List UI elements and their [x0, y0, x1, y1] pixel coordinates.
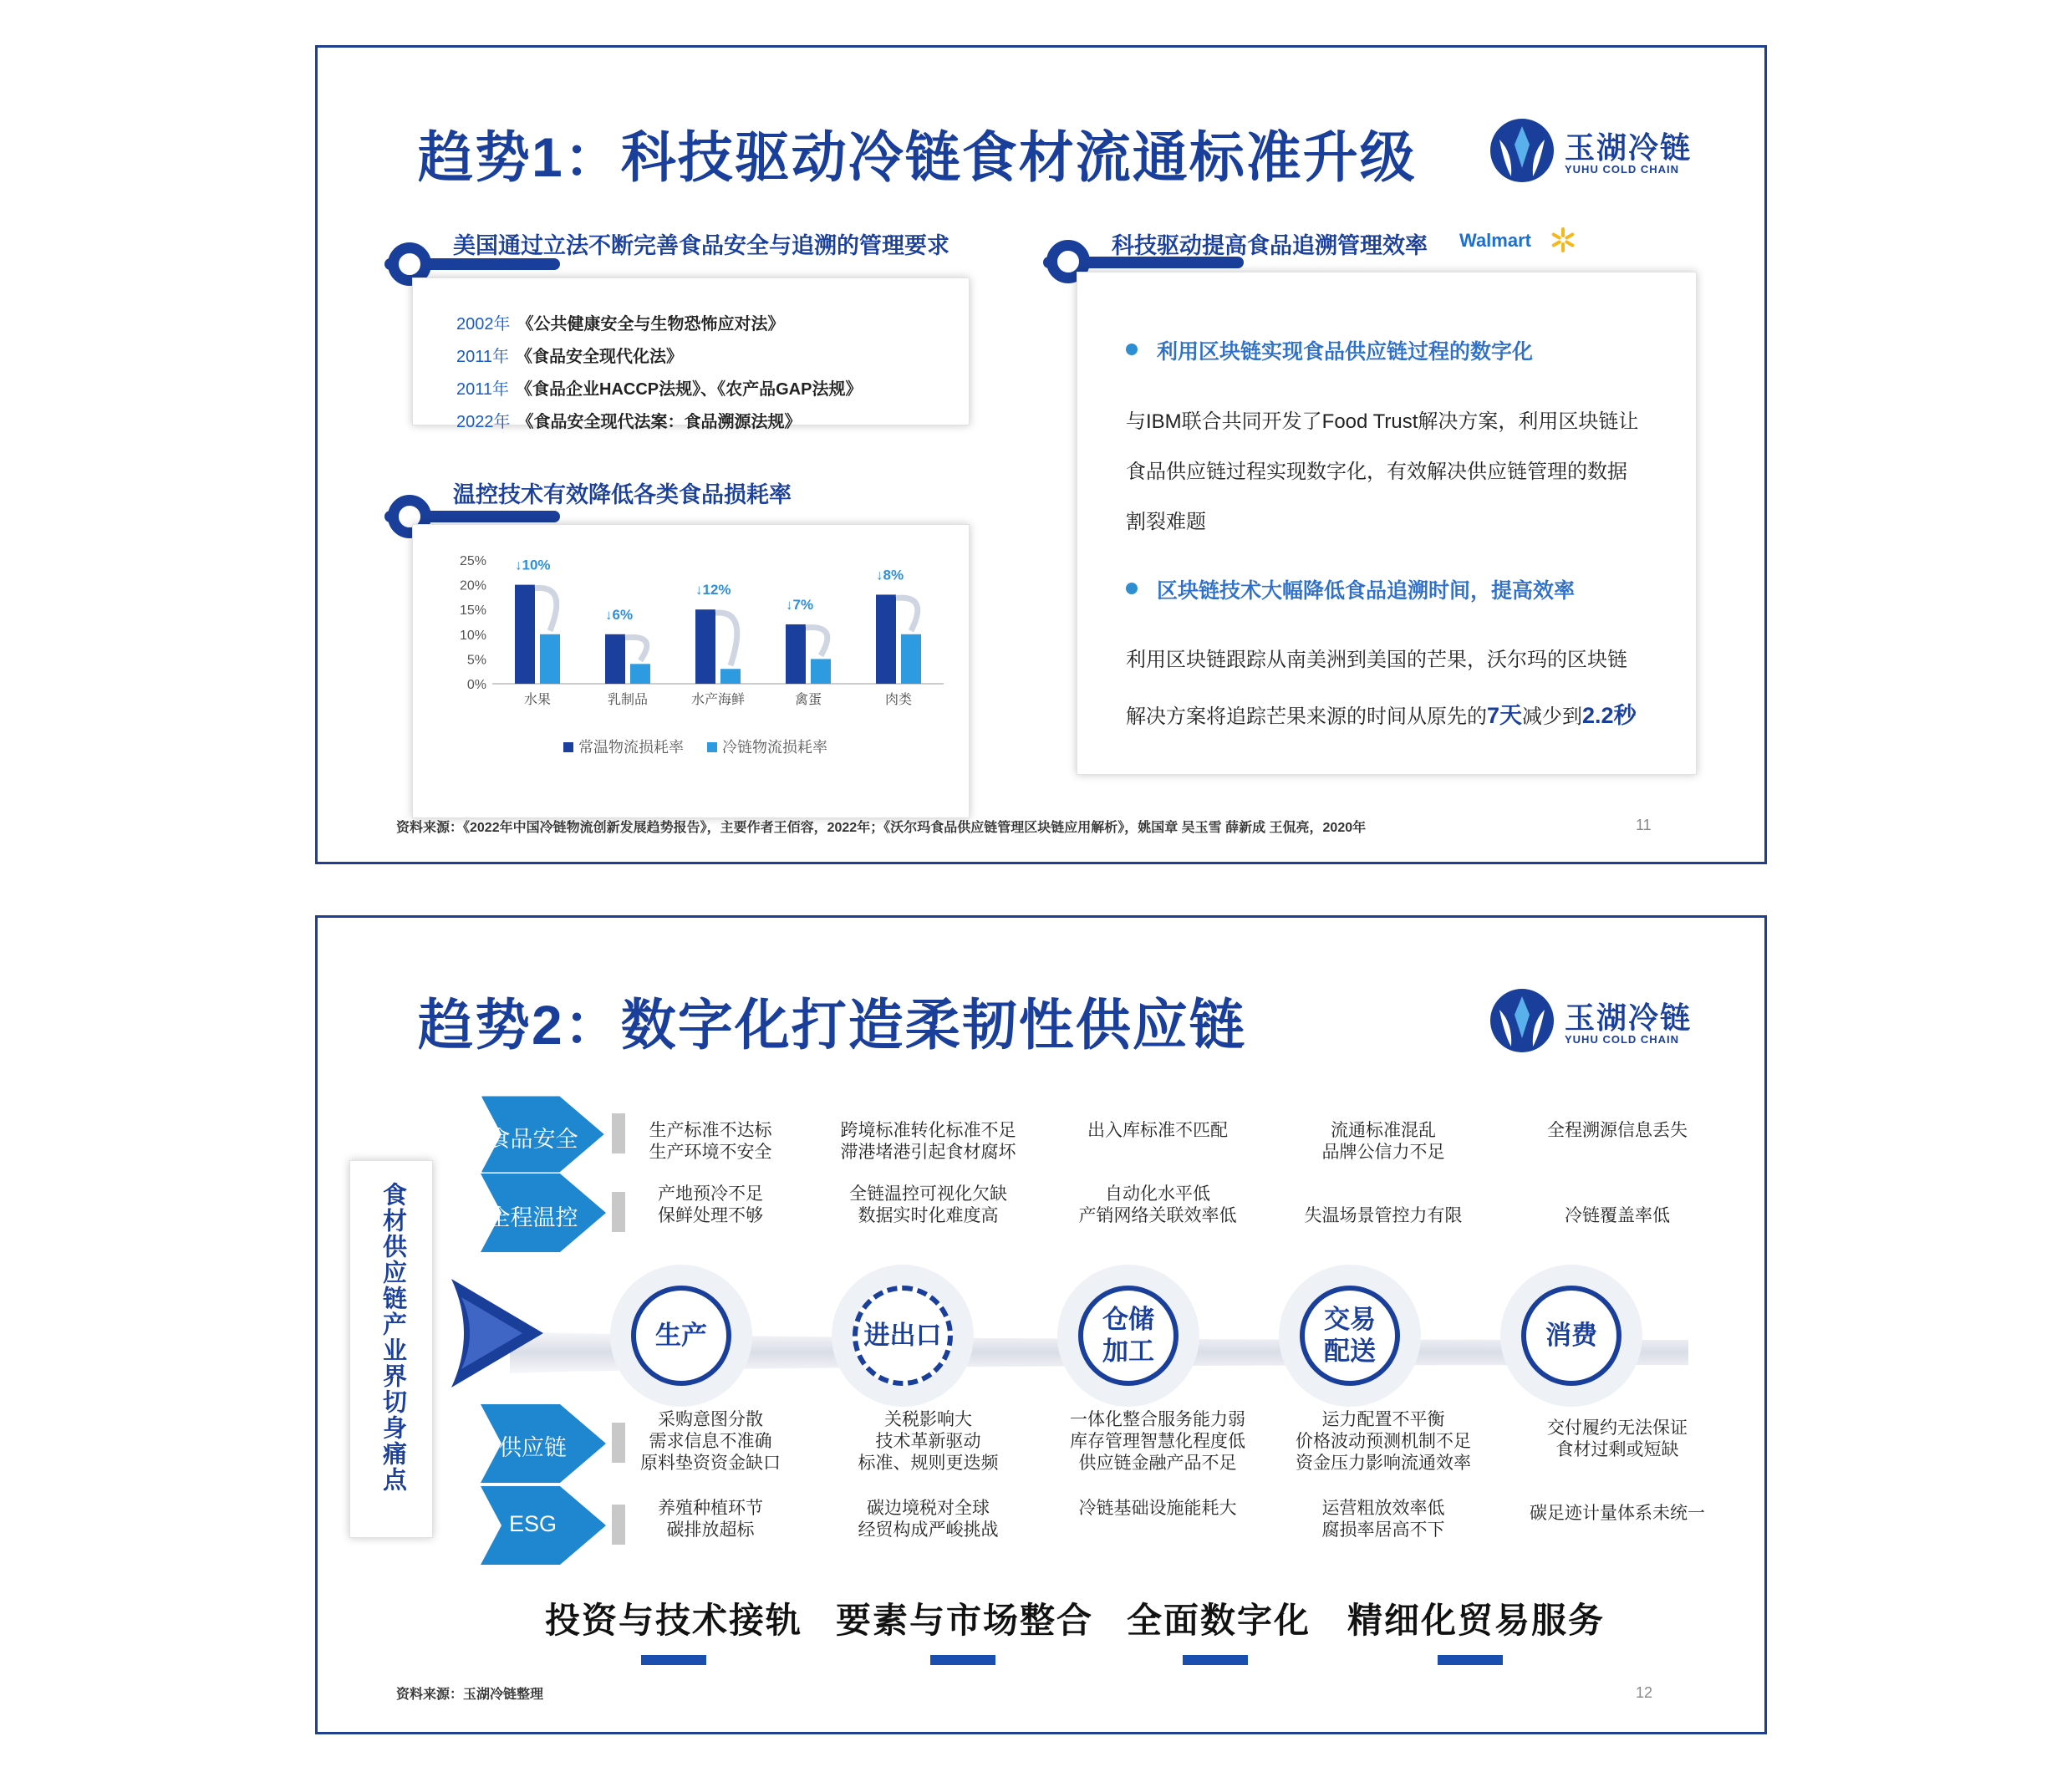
- category-label: 禽蛋: [794, 693, 822, 707]
- pain-point: 跨境标准转化标准不足 滞港堵港引起食材腐坏: [840, 1121, 1016, 1162]
- decline-label: ↓6%: [605, 606, 634, 623]
- y-tick-label: 15%: [459, 603, 486, 619]
- decline-arrow: [535, 588, 557, 630]
- stage-label: 消费: [1545, 1321, 1597, 1350]
- bullet-heading: 利用区块链实现食品供应链过程的数字化: [1157, 340, 1534, 364]
- decline-label: ↓12%: [695, 582, 731, 598]
- source-note: 资料来源：《2022年中国冷链物流创新发展趋势报告》，主要作者王佰容，2022年；《沃尔玛食品供应链管理区块链应用解析》，姚国章 吴玉雪 薛新成 王侃亮，2020年: [396, 821, 1367, 835]
- bar-cold-chain: [720, 669, 741, 684]
- strategy-underline: [930, 1655, 995, 1665]
- pain-point: 交付履约无法保证 食材过剩或短缺: [1547, 1418, 1688, 1459]
- flow-arrowhead-icon: [451, 1279, 552, 1388]
- walmart-brand: Walmart: [1459, 230, 1531, 251]
- bar-ambient: [695, 609, 715, 684]
- pain-point: 出入库标准不匹配: [1087, 1121, 1228, 1140]
- bullet-dot-icon: [1126, 344, 1138, 355]
- walmart-spark-icon: [1550, 227, 1576, 253]
- laws-heading: 美国通过立法不断完善食品安全与追溯的管理要求: [453, 233, 949, 258]
- pain-point: 全程溯源信息丢失: [1547, 1121, 1688, 1140]
- strategy-underline: [1183, 1655, 1248, 1665]
- category-label-food-safety: 食品安全: [487, 1127, 578, 1152]
- bar-ambient: [605, 634, 625, 684]
- slide-title: 趋势1：科技驱动冷链食材流通标准升级: [418, 126, 1417, 188]
- law-item: 2011年 《食品企业HACCP法规》、《农产品GAP法规》: [456, 380, 863, 399]
- stage-label: 交易 配送: [1324, 1305, 1376, 1366]
- bar-cold-chain: [901, 634, 921, 684]
- legend-swatch: [563, 742, 573, 752]
- bar-cold-chain: [630, 664, 650, 684]
- laws-card: [412, 278, 970, 431]
- decline-label: ↓8%: [876, 567, 904, 583]
- strategy-label: 全面数字化: [1127, 1601, 1311, 1640]
- pain-point: 失温场景管控力有限: [1304, 1206, 1463, 1225]
- decline-arrow: [625, 637, 647, 660]
- law-item: 2022年 《食品安全现代法案：食品溯源法规》: [456, 413, 802, 431]
- law-item: 2002年 《公共健康安全与生物恐怖应对法》: [456, 315, 785, 334]
- stage-label: 仓储 加工: [1102, 1305, 1154, 1366]
- source-note: 资料来源：玉湖冷链整理: [396, 1688, 544, 1702]
- bar-ambient: [515, 585, 535, 684]
- legend-swatch: [707, 742, 717, 752]
- category-label: 肉类: [884, 693, 913, 707]
- yuhu-logo-icon: [1488, 116, 1556, 185]
- bar-cold-chain: [811, 659, 831, 684]
- category-label: 水果: [523, 693, 552, 707]
- category-label-temperature: 全程温控: [487, 1205, 578, 1230]
- law-item: 2011年 《食品安全现代化法》: [456, 348, 684, 366]
- strategy-underline: [1438, 1655, 1503, 1665]
- y-tick-label: 5%: [466, 653, 486, 668]
- pain-point: 碳边境税对全球 经贸构成严峻挑战: [858, 1499, 999, 1540]
- y-tick-label: 25%: [459, 554, 486, 568]
- strategy-underline: [641, 1655, 706, 1665]
- decline-arrow: [896, 598, 918, 631]
- stage-label: 进出口: [863, 1321, 942, 1350]
- logo-name: 玉湖冷链: [1565, 130, 1693, 165]
- yuhu-logo-icon: [1488, 986, 1556, 1055]
- pain-point: 采购意图分散 需求信息不准确 原料垫资资金缺口: [640, 1410, 781, 1473]
- category-label-esg: ESG: [508, 1511, 557, 1536]
- logo-subtitle: YUHU COLD CHAIN: [1565, 163, 1680, 176]
- legend-label: 常温物流损耗率: [578, 739, 684, 756]
- bullet-dot-icon: [1126, 583, 1138, 594]
- pain-point: 冷链覆盖率低: [1565, 1206, 1670, 1225]
- y-tick-label: 0%: [466, 678, 486, 692]
- category-label: 乳制品: [607, 693, 649, 707]
- walmart-card: [1077, 272, 1697, 775]
- decline-label: ↓10%: [515, 557, 551, 573]
- category-label-supply-chain: 供应链: [499, 1435, 567, 1460]
- pain-point: 生产标准不达标 生产环境不安全: [649, 1121, 772, 1162]
- brand-logo: [1488, 116, 1693, 191]
- bar-ambient: [786, 624, 806, 684]
- pain-point: 自动化水平低 产销网络关联效率低: [1078, 1184, 1237, 1225]
- category-label: 水产海鲜: [690, 693, 746, 707]
- y-tick-label: 10%: [459, 628, 486, 643]
- walmart-heading: 科技驱动提高食品追溯管理效率: [1112, 233, 1428, 258]
- strategy-label: 要素与市场整合: [836, 1601, 1094, 1640]
- slide-12: [315, 915, 1767, 1734]
- paragraph-line: 割裂难题: [1126, 511, 1206, 533]
- strategy-label: 精细化贸易服务: [1347, 1601, 1606, 1640]
- pain-point: 全链温控可视化欠缺 数据实时化难度高: [849, 1184, 1007, 1225]
- chart-heading: 温控技术有效降低各类食品损耗率: [453, 482, 792, 507]
- pain-point: 碳足迹计量体系未统一: [1530, 1504, 1705, 1523]
- loss-rate-bar-chart: [413, 525, 969, 817]
- legend-label: 冷链物流损耗率: [722, 739, 827, 756]
- paragraph-line: 解决方案将追踪芒果来源的时间从原先的7天减少到2.2秒: [1126, 703, 1637, 728]
- decline-label: ↓7%: [786, 596, 814, 613]
- decline-arrow: [806, 628, 827, 656]
- page-number: 12: [1636, 1684, 1653, 1701]
- pain-point: 运力配置不平衡 价格波动预测机制不足 资金压力影响流通效率: [1296, 1410, 1471, 1473]
- pain-point: 养殖种植环节 碳排放超标: [658, 1499, 763, 1540]
- chart-card: [412, 524, 970, 818]
- pain-point: 产地预冷不足 保鲜处理不够: [658, 1184, 763, 1225]
- paragraph-line: 利用区块链跟踪从南美洲到美国的芒果，沃尔玛的区块链: [1126, 649, 1627, 671]
- y-tick-label: 20%: [459, 578, 486, 593]
- paragraph-line: 食品供应链过程实现数字化，有效解决供应链管理的数据: [1126, 461, 1627, 483]
- logo-subtitle: YUHU COLD CHAIN: [1565, 1033, 1680, 1046]
- slide-11: [315, 45, 1767, 864]
- bullet-heading: 区块链技术大幅降低食品追溯时间，提高效率: [1157, 579, 1576, 603]
- bar-ambient: [876, 594, 896, 684]
- strategy-label: 投资与技术接轨: [545, 1601, 803, 1640]
- logo-name: 玉湖冷链: [1565, 1001, 1693, 1035]
- stage-label: 生产: [655, 1321, 707, 1350]
- pain-point: 关税影响大 技术革新驱动 标准、规则更迭频: [858, 1410, 999, 1473]
- brand-logo: [1488, 986, 1693, 1062]
- pain-point: 运营粗放效率低 腐损率居高不下: [1321, 1499, 1445, 1540]
- bar-cold-chain: [540, 634, 560, 684]
- vertical-label: 食材供应链产业界切身痛点: [379, 1182, 406, 1493]
- pain-point: 流通标准混乱 品牌公信力不足: [1321, 1121, 1445, 1162]
- paragraph-line: 与IBM联合共同开发了Food Trust解决方案，利用区块链让: [1126, 410, 1639, 433]
- page-number: 11: [1636, 817, 1652, 833]
- pain-point: 一体化整合服务能力弱 库存管理智慧化程度低 供应链金融产品不足: [1070, 1410, 1245, 1473]
- slide-title: 趋势2：数字化打造柔韧性供应链: [418, 994, 1246, 1056]
- pain-point: 冷链基础设施能耗大: [1078, 1499, 1237, 1518]
- decline-arrow: [715, 613, 737, 665]
